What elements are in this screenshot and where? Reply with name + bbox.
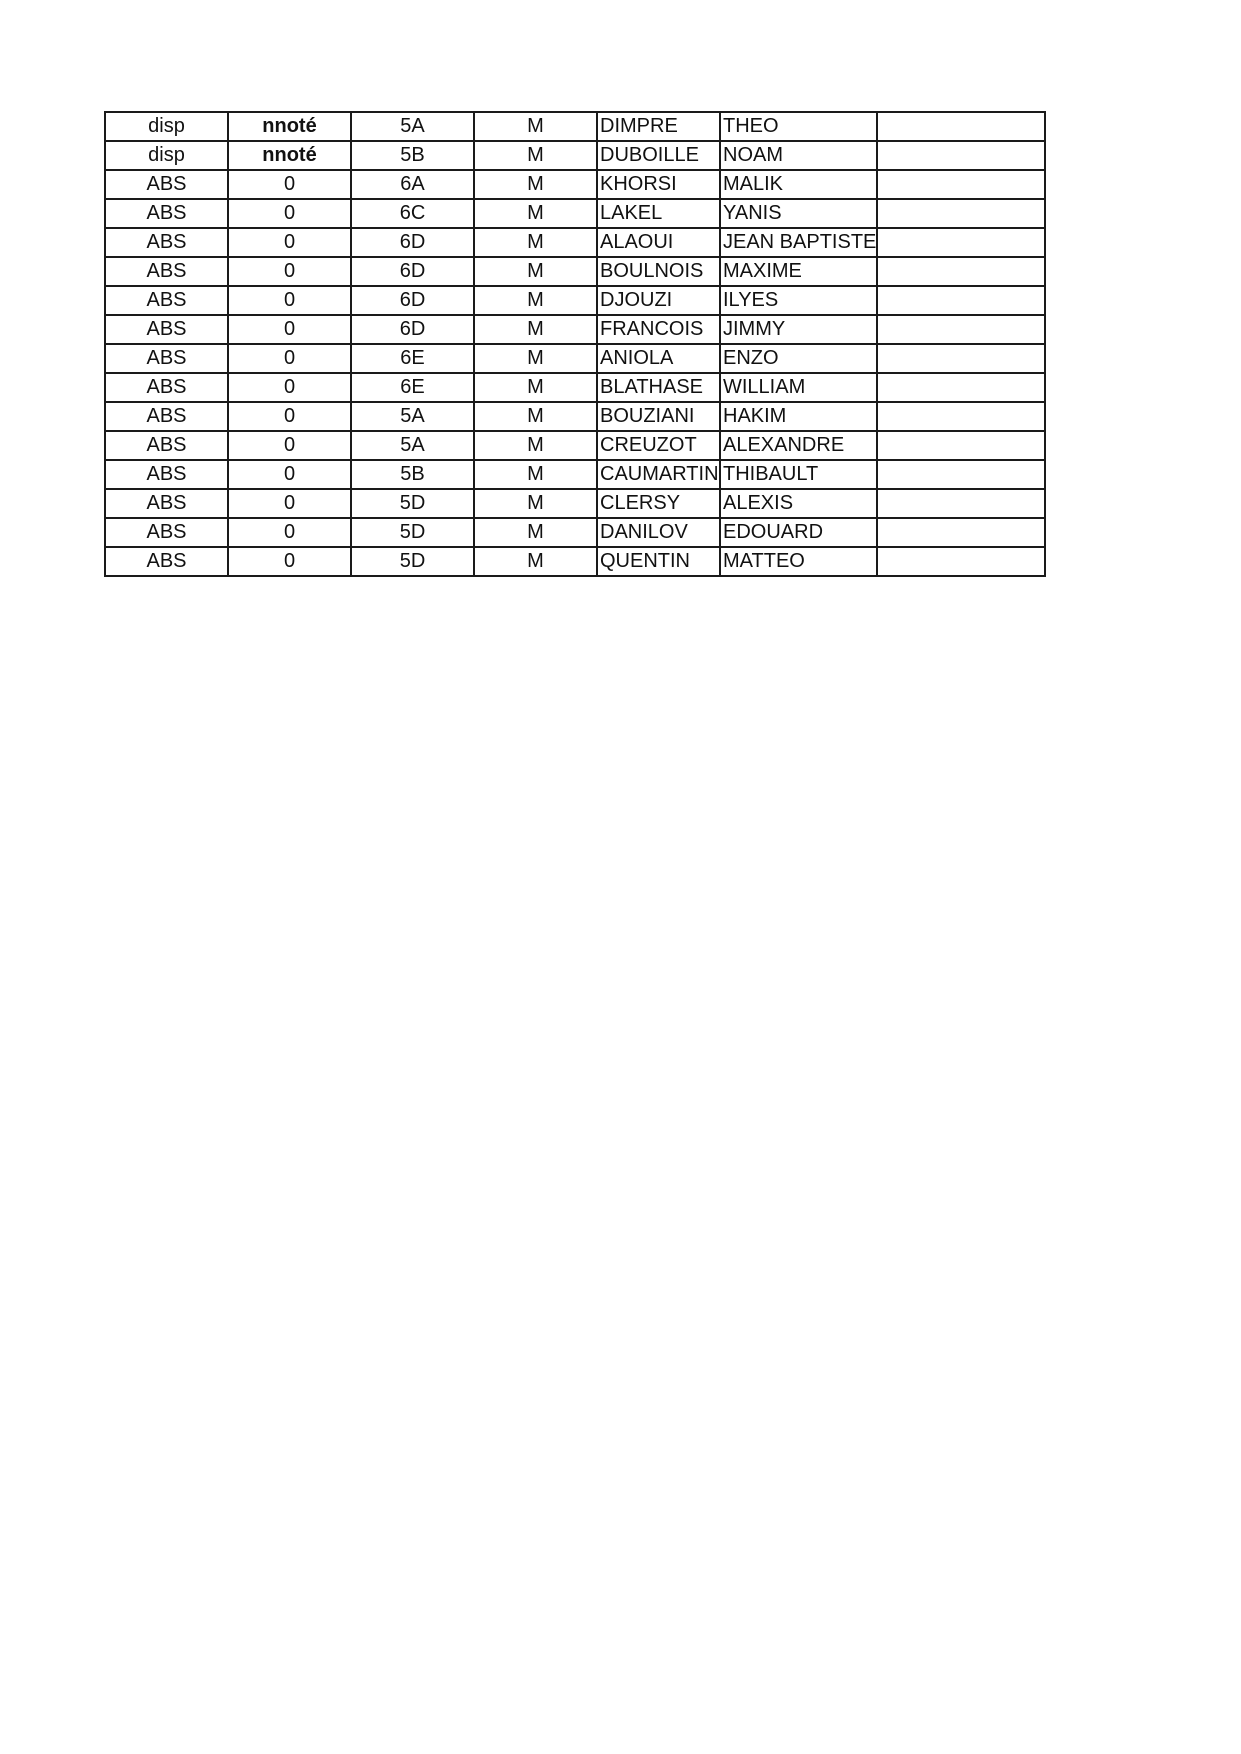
sex-cell: M xyxy=(474,141,597,170)
class-cell: 6C xyxy=(351,199,474,228)
last-name-cell: BLATHASE xyxy=(597,373,720,402)
empty-cell xyxy=(877,112,1045,141)
first-name-cell: ILYES xyxy=(720,286,877,315)
note-cell: 0 xyxy=(228,170,351,199)
table-row xyxy=(105,518,1045,547)
sex-cell: M xyxy=(474,315,597,344)
last-name-cell: BOULNOIS xyxy=(597,257,720,286)
first-name-cell: MATTEO xyxy=(720,547,877,576)
last-name-cell: DANILOV xyxy=(597,518,720,547)
last-name-cell: ALAOUI xyxy=(597,228,720,257)
empty-cell xyxy=(877,257,1045,286)
empty-cell xyxy=(877,518,1045,547)
class-cell: 6E xyxy=(351,344,474,373)
note-cell: 0 xyxy=(228,228,351,257)
first-name-cell: ALEXANDRE xyxy=(720,431,877,460)
note-cell: 0 xyxy=(228,431,351,460)
table-row xyxy=(105,315,1045,344)
table-row xyxy=(105,257,1045,286)
note-cell: 0 xyxy=(228,489,351,518)
class-cell: 6E xyxy=(351,373,474,402)
status-cell: ABS xyxy=(105,431,228,460)
note-cell: 0 xyxy=(228,547,351,576)
sex-cell: M xyxy=(474,257,597,286)
empty-cell xyxy=(877,460,1045,489)
note-cell: 0 xyxy=(228,344,351,373)
table-row xyxy=(105,228,1045,257)
last-name-cell: CLERSY xyxy=(597,489,720,518)
last-name-cell: KHORSI xyxy=(597,170,720,199)
last-name-cell: DUBOILLE xyxy=(597,141,720,170)
status-cell: ABS xyxy=(105,228,228,257)
last-name-cell: FRANCOIS xyxy=(597,315,720,344)
empty-cell xyxy=(877,431,1045,460)
last-name-cell: ANIOLA xyxy=(597,344,720,373)
last-name-cell: QUENTIN xyxy=(597,547,720,576)
first-name-cell: MAXIME xyxy=(720,257,877,286)
empty-cell xyxy=(877,402,1045,431)
sex-cell: M xyxy=(474,547,597,576)
class-cell: 5D xyxy=(351,489,474,518)
sex-cell: M xyxy=(474,170,597,199)
last-name-cell: CAUMARTIN xyxy=(597,460,720,489)
status-cell: ABS xyxy=(105,315,228,344)
empty-cell xyxy=(877,489,1045,518)
first-name-cell: NOAM xyxy=(720,141,877,170)
last-name-cell: CREUZOT xyxy=(597,431,720,460)
sex-cell: M xyxy=(474,344,597,373)
status-cell: ABS xyxy=(105,170,228,199)
status-cell: ABS xyxy=(105,518,228,547)
note-cell: 0 xyxy=(228,257,351,286)
table-row xyxy=(105,373,1045,402)
status-cell: ABS xyxy=(105,547,228,576)
sex-cell: M xyxy=(474,286,597,315)
table-row xyxy=(105,141,1045,170)
sex-cell: M xyxy=(474,402,597,431)
class-cell: 5B xyxy=(351,141,474,170)
first-name-cell: THIBAULT xyxy=(720,460,877,489)
status-cell: ABS xyxy=(105,257,228,286)
status-cell: ABS xyxy=(105,344,228,373)
sex-cell: M xyxy=(474,489,597,518)
sex-cell: M xyxy=(474,431,597,460)
empty-cell xyxy=(877,286,1045,315)
first-name-cell: MALIK xyxy=(720,170,877,199)
empty-cell xyxy=(877,344,1045,373)
table-row xyxy=(105,547,1045,576)
status-cell: disp xyxy=(105,141,228,170)
empty-cell xyxy=(877,547,1045,576)
table-row xyxy=(105,489,1045,518)
status-cell: ABS xyxy=(105,402,228,431)
class-cell: 5A xyxy=(351,431,474,460)
note-cell: 0 xyxy=(228,286,351,315)
status-cell: ABS xyxy=(105,460,228,489)
last-name-cell: BOUZIANI xyxy=(597,402,720,431)
table-row xyxy=(105,460,1045,489)
first-name-cell: WILLIAM xyxy=(720,373,877,402)
empty-cell xyxy=(877,373,1045,402)
sex-cell: M xyxy=(474,460,597,489)
first-name-cell: HAKIM xyxy=(720,402,877,431)
last-name-cell: DJOUZI xyxy=(597,286,720,315)
note-cell: 0 xyxy=(228,402,351,431)
class-cell: 6D xyxy=(351,257,474,286)
note-cell: 0 xyxy=(228,315,351,344)
table-row xyxy=(105,344,1045,373)
class-cell: 6D xyxy=(351,228,474,257)
empty-cell xyxy=(877,141,1045,170)
first-name-cell: YANIS xyxy=(720,199,877,228)
status-cell: disp xyxy=(105,112,228,141)
first-name-cell: THEO xyxy=(720,112,877,141)
class-cell: 5A xyxy=(351,112,474,141)
last-name-cell: DIMPRE xyxy=(597,112,720,141)
sex-cell: M xyxy=(474,199,597,228)
status-cell: ABS xyxy=(105,373,228,402)
note-cell: nnoté xyxy=(228,141,351,170)
status-cell: ABS xyxy=(105,199,228,228)
note-cell: nnoté xyxy=(228,112,351,141)
empty-cell xyxy=(877,199,1045,228)
sex-cell: M xyxy=(474,518,597,547)
class-cell: 5B xyxy=(351,460,474,489)
table-body xyxy=(105,112,1045,576)
sex-cell: M xyxy=(474,373,597,402)
students-table xyxy=(104,111,1046,577)
note-cell: 0 xyxy=(228,373,351,402)
first-name-cell: EDOUARD xyxy=(720,518,877,547)
first-name-cell: JIMMY xyxy=(720,315,877,344)
table-row xyxy=(105,112,1045,141)
sex-cell: M xyxy=(474,112,597,141)
class-cell: 6D xyxy=(351,286,474,315)
class-cell: 5D xyxy=(351,547,474,576)
note-cell: 0 xyxy=(228,460,351,489)
empty-cell xyxy=(877,228,1045,257)
class-cell: 5D xyxy=(351,518,474,547)
note-cell: 0 xyxy=(228,199,351,228)
table-row xyxy=(105,431,1045,460)
table-row xyxy=(105,402,1045,431)
table-row xyxy=(105,170,1045,199)
last-name-cell: LAKEL xyxy=(597,199,720,228)
class-cell: 5A xyxy=(351,402,474,431)
empty-cell xyxy=(877,170,1045,199)
sex-cell: M xyxy=(474,228,597,257)
table-row xyxy=(105,286,1045,315)
class-cell: 6D xyxy=(351,315,474,344)
first-name-cell: ALEXIS xyxy=(720,489,877,518)
empty-cell xyxy=(877,315,1045,344)
note-cell: 0 xyxy=(228,518,351,547)
table-row xyxy=(105,199,1045,228)
status-cell: ABS xyxy=(105,489,228,518)
first-name-cell: JEAN BAPTISTE xyxy=(720,228,877,257)
status-cell: ABS xyxy=(105,286,228,315)
first-name-cell: ENZO xyxy=(720,344,877,373)
class-cell: 6A xyxy=(351,170,474,199)
